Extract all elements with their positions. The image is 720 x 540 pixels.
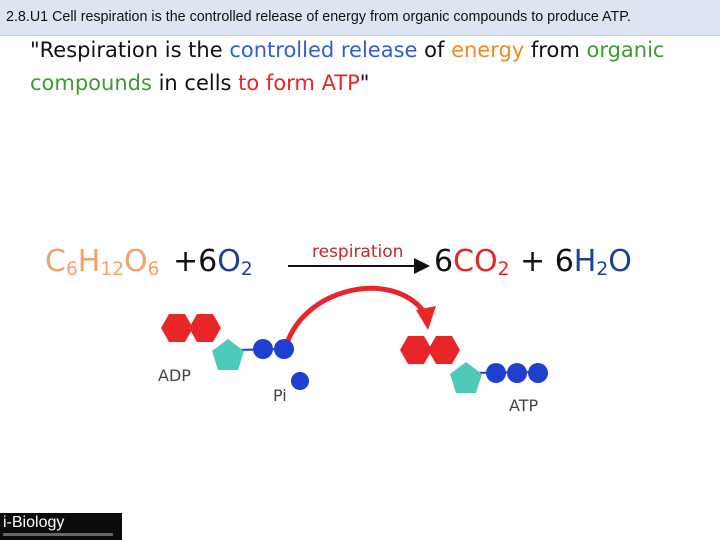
water-h-count: 2: [596, 259, 609, 281]
quote-energy: energy: [451, 38, 525, 62]
oxygen-count: 2: [240, 259, 253, 281]
logo-name: i-Biology: [3, 514, 65, 531]
co2-coefficient: 6: [434, 244, 454, 279]
curved-arrow: [285, 288, 424, 350]
water-o: O: [608, 244, 632, 279]
glucose-c: C: [45, 244, 66, 279]
quote-text-in-cells: in cells: [151, 71, 239, 95]
atp-ribose-pentagon: [450, 362, 482, 393]
pi-phosphate: [291, 372, 309, 390]
logo-tagline-bar: [3, 533, 113, 536]
pi-label: Pi: [273, 386, 287, 405]
quote-text-start: "Respiration is the: [30, 38, 230, 62]
atp-label: ATP: [509, 396, 539, 415]
oxygen-symbol: O: [217, 244, 241, 279]
glucose-o: O: [124, 244, 148, 279]
atp-molecule: [400, 336, 548, 393]
adp-base-hexagon-2: [189, 314, 221, 342]
adp-ribose-pentagon: [212, 339, 244, 370]
adp-phosphate-1: [253, 339, 273, 359]
adp-molecule: [161, 314, 294, 370]
quote-close: ": [359, 71, 370, 95]
adp-base-hexagon-1: [161, 314, 193, 342]
slide-title: 2.8.U1 Cell respiration is the controlled release of energy from organic compounds to produce ATP.: [6, 9, 631, 25]
glucose-c-count: 6: [65, 259, 78, 281]
co2-count: 2: [497, 259, 510, 281]
quote-organic-compounds: organic compounds: [30, 38, 665, 95]
respiration-arrow-label: respiration: [312, 242, 404, 262]
atp-phosphate-1: [486, 363, 506, 383]
quote-controlled-release: controlled release: [229, 38, 418, 62]
adp-label: ADP: [158, 366, 191, 385]
water-h: H: [573, 244, 597, 279]
glucose-h: H: [77, 244, 101, 279]
adp-phosphate-2: [274, 339, 294, 359]
water-coefficient: 6: [554, 244, 574, 279]
quote-text-of: of: [417, 38, 452, 62]
plus-sign: +: [173, 244, 199, 279]
glucose-o-count: 6: [147, 259, 160, 281]
curved-arrow-head: [416, 306, 436, 330]
quote-text-from: from: [524, 38, 587, 62]
plus-sign: +: [520, 244, 546, 279]
oxygen-coefficient: 6: [198, 244, 218, 279]
quote-to-form-atp: to form ATP: [238, 71, 360, 95]
atp-phosphate-3: [528, 363, 548, 383]
atp-base-hexagon-2: [428, 336, 460, 364]
atp-phosphate-2: [507, 363, 527, 383]
atp-base-hexagon-1: [400, 336, 432, 364]
co2-symbol: CO: [453, 244, 498, 279]
i-biology-logo: [0, 513, 122, 540]
glucose-h-count: 12: [100, 259, 125, 281]
